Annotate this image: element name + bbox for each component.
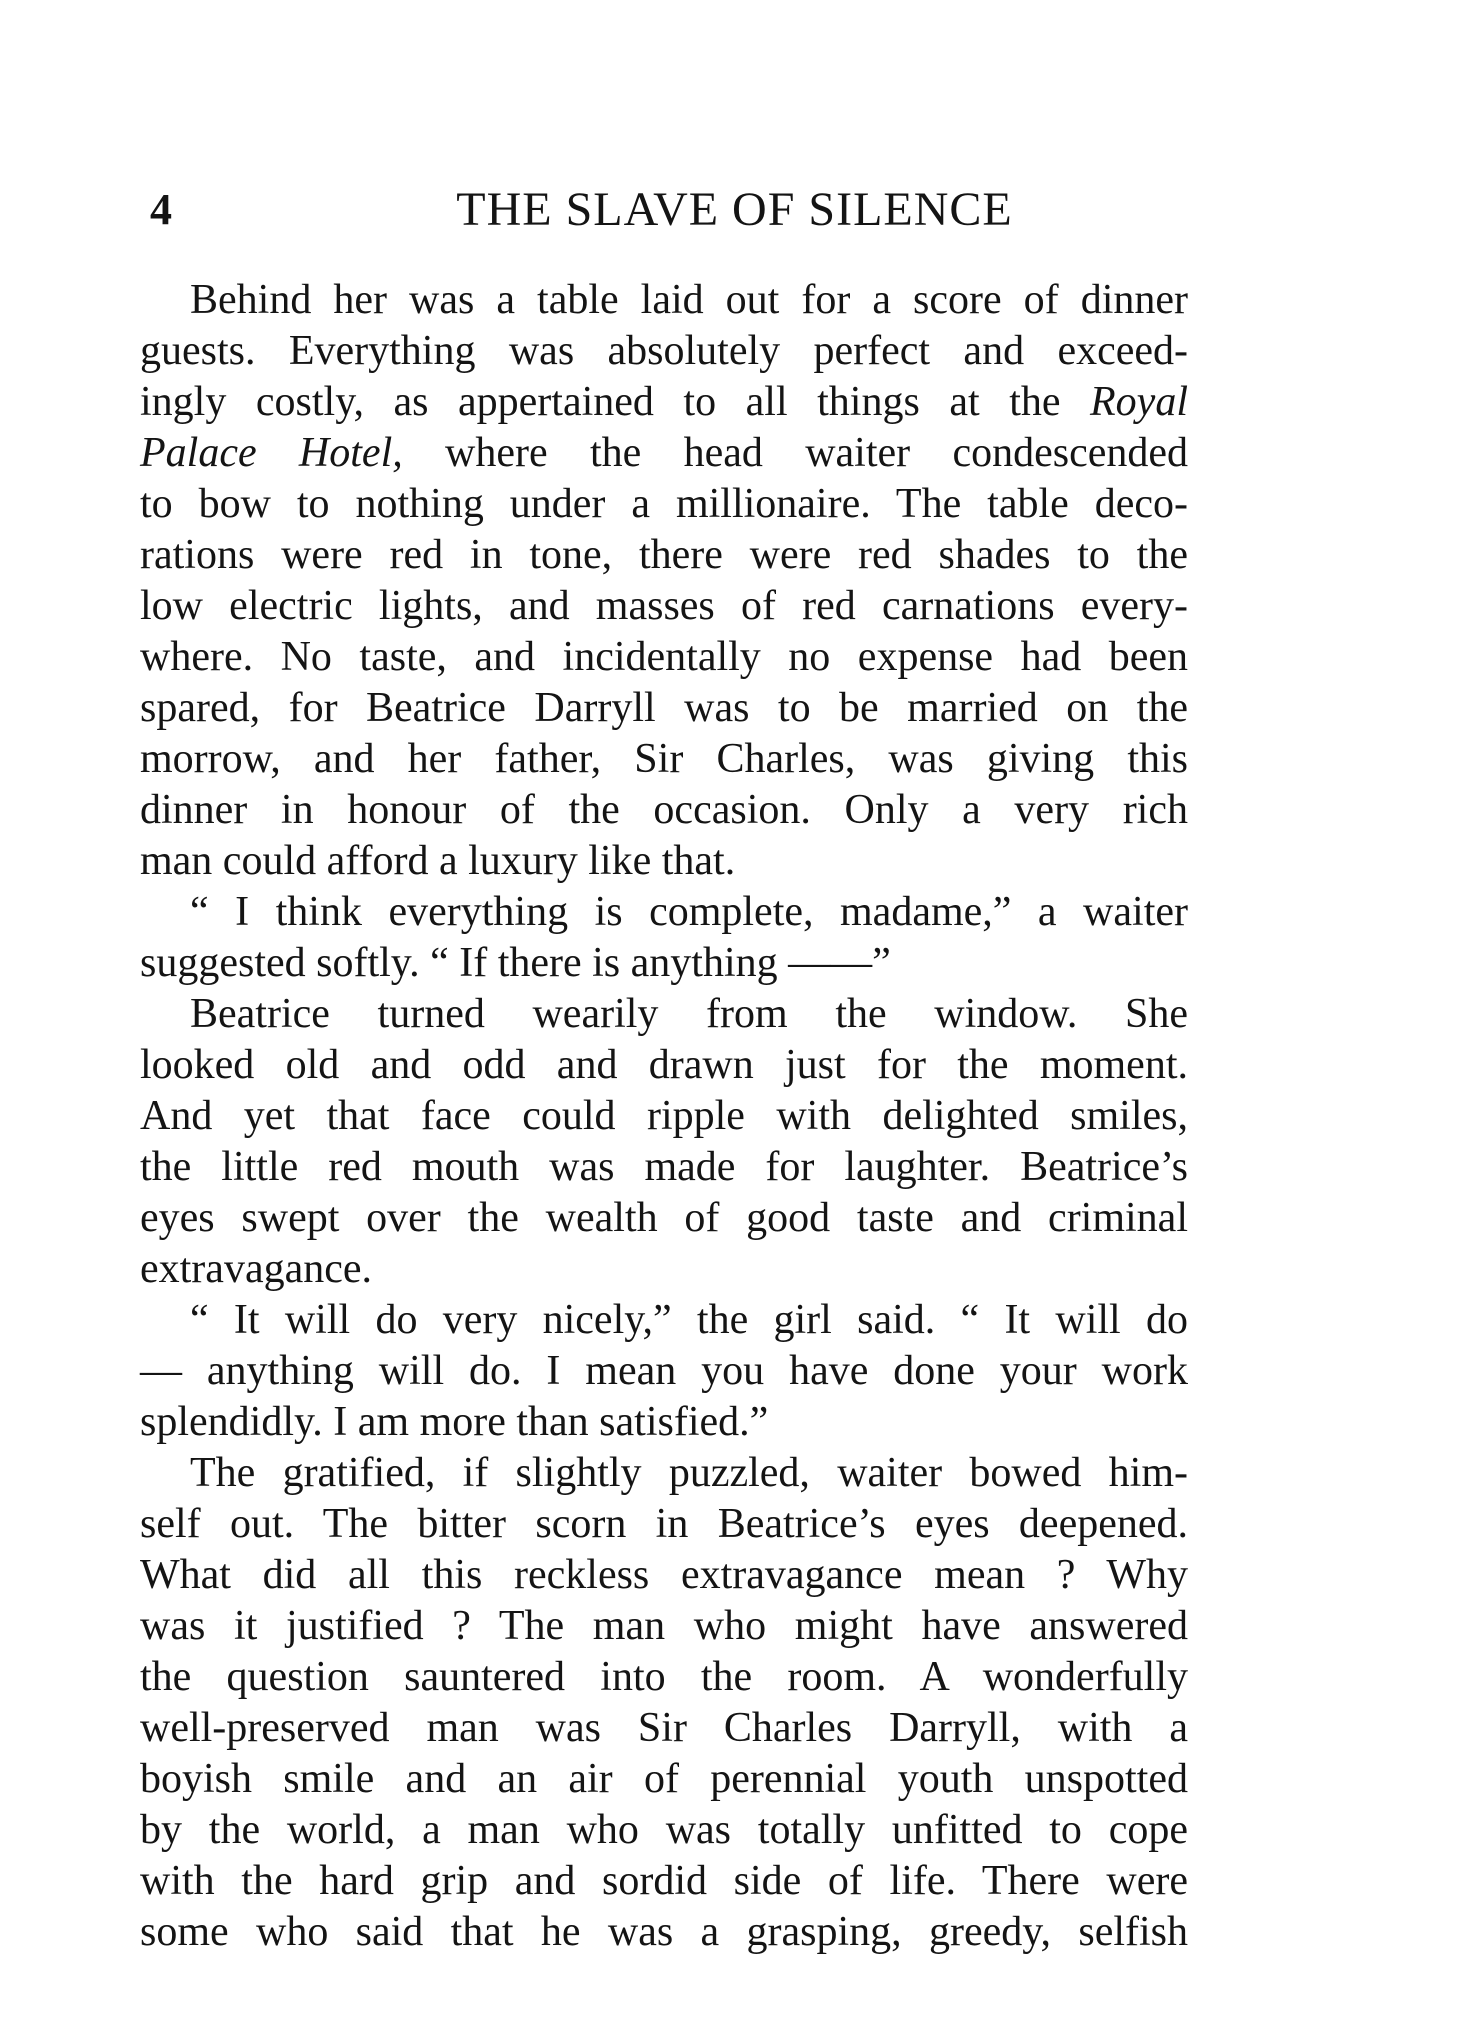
text-line: eyes swept over the wealth of good taste and criminal — [140, 1195, 1188, 1241]
text-line: rations were red in tone, there were red shades to the — [140, 532, 1188, 578]
text-line: The gratified, if slightly puzzled, waiter bowed him- — [190, 1450, 1188, 1496]
text-line: with the hard grip and sordid side of life. There were — [140, 1858, 1188, 1904]
text-line: — anything will do. I mean you have done your work — [140, 1348, 1188, 1394]
text-line: where. No taste, and incidentally no expense had been — [140, 634, 1188, 680]
italic-hotel-name: Royal — [1090, 379, 1188, 425]
text-line: splendidly. I am more than satisfied.” — [140, 1399, 769, 1445]
text-line: Behind her was a table laid out for a score of dinner — [190, 277, 1188, 323]
text-line: to bow to nothing under a millionaire. The table deco- — [140, 481, 1188, 527]
text-line: looked old and odd and drawn just for the moment. — [140, 1042, 1188, 1088]
text-line: And yet that face could ripple with delighted smiles, — [140, 1093, 1188, 1139]
text-line: the question sauntered into the room. A wonderfully — [140, 1654, 1188, 1700]
text-line: some who said that he was a grasping, greedy, selfish — [140, 1909, 1188, 1955]
running-title: THE SLAVE OF SILENCE — [456, 183, 1013, 236]
text-line: extravagance. — [140, 1246, 373, 1292]
text-line: “ I think everything is complete, madame,” a waiter — [190, 889, 1188, 935]
text-line: guests. Everything was absolutely perfect and exceed- — [140, 328, 1188, 374]
text-line: What did all this reckless extravagance mean ? Why — [140, 1552, 1188, 1598]
body-text — [140, 275, 1188, 1958]
text-line: the little red mouth was made for laughter. Beatrice’s — [140, 1144, 1188, 1190]
text-line: dinner in honour of the occasion. Only a very rich — [140, 787, 1188, 833]
text-line: was it justified ? The man who might have answered — [140, 1603, 1188, 1649]
text-line: suggested softly. “ If there is anything ——” — [140, 940, 891, 986]
running-header — [0, 180, 1469, 240]
text-line: “ It will do very nicely,” the girl said. “ It will do — [190, 1297, 1188, 1343]
text-line: Palace Hotel, where the head waiter condescended — [140, 430, 1188, 476]
text-line: boyish smile and an air of perennial youth unspotted — [140, 1756, 1188, 1802]
text-line: spared, for Beatrice Darryll was to be married on the — [140, 685, 1188, 731]
text-line: well-preserved man was Sir Charles Darryll, with a — [140, 1705, 1188, 1751]
text-line: low electric lights, and masses of red carnations every- — [140, 583, 1188, 629]
italic-hotel-name: Palace Hotel, — [140, 430, 403, 476]
text-line: morrow, and her father, Sir Charles, was giving this — [140, 736, 1188, 782]
text-line: by the world, a man who was totally unfitted to cope — [140, 1807, 1188, 1853]
text-line: Beatrice turned wearily from the window. She — [190, 991, 1188, 1037]
text-line: ingly costly, as appertained to all things at the Royal — [140, 379, 1188, 425]
page-number: 4 — [150, 185, 172, 234]
text-line: man could afford a luxury like that. — [140, 838, 736, 884]
text-line: self out. The bitter scorn in Beatrice’s eyes deepened. — [140, 1501, 1188, 1547]
